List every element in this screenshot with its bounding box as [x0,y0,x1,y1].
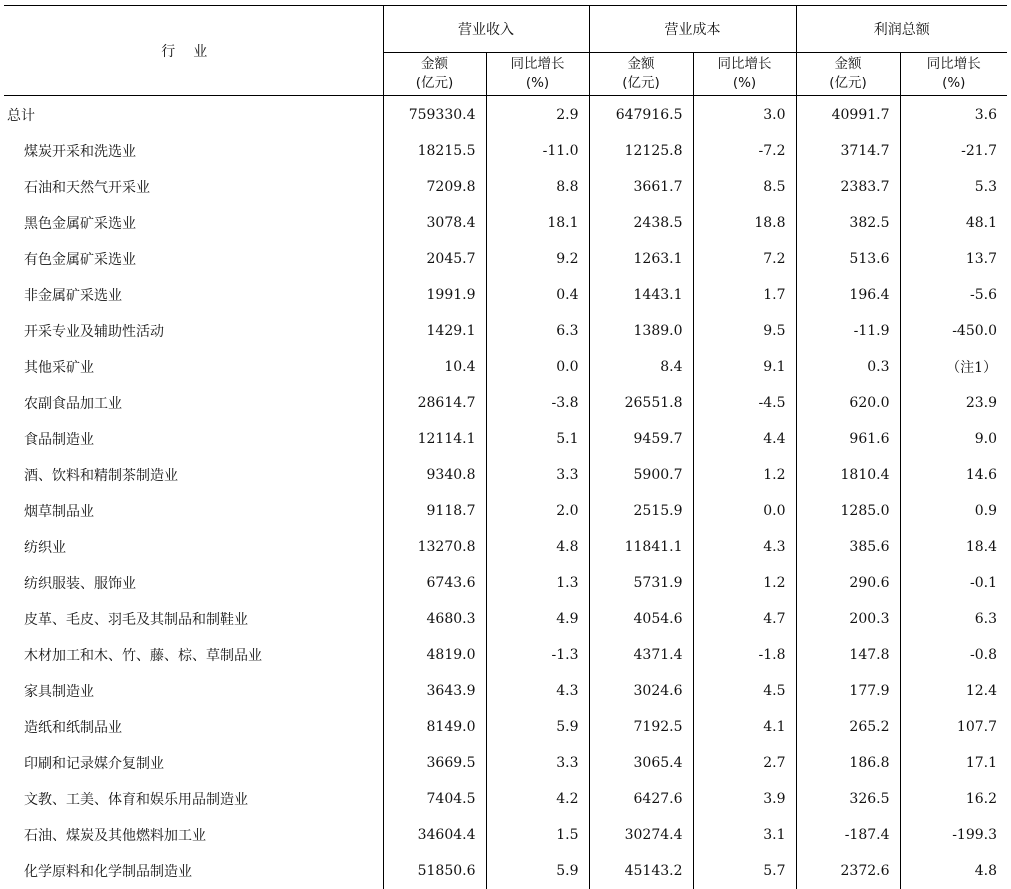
revenue-amount-cell: 3669.5 [383,745,486,781]
industry-name-cell: 文教、工美、体育和娱乐用品制造业 [4,781,383,817]
profit-amount-cell: 147.8 [796,637,900,673]
industry-name-cell: 酒、饮料和精制茶制造业 [4,457,383,493]
revenue-amount-cell: 3078.4 [383,205,486,241]
cost-growth-cell: 4.1 [693,709,796,745]
table-row [4,385,1007,421]
table-row [4,709,1007,745]
revenue-amount-cell: 7209.8 [383,169,486,205]
header-unit: (亿元) [384,74,486,93]
industry-statistics-table [4,5,1007,889]
profit-growth-cell: -5.6 [900,277,1007,313]
table-row [4,565,1007,601]
profit-amount-cell: 2372.6 [796,853,900,889]
table-row [4,529,1007,565]
revenue-growth-cell: 4.8 [486,529,589,565]
cost-amount-cell: 9459.7 [589,421,693,457]
cost-amount-cell: 2515.9 [589,493,693,529]
profit-growth-cell: 17.1 [900,745,1007,781]
industry-name-cell: 其他采矿业 [4,349,383,385]
cost-amount-cell: 30274.4 [589,817,693,853]
cost-growth-cell: 5.7 [693,853,796,889]
industry-name-cell: 造纸和纸制品业 [4,709,383,745]
profit-growth-cell: 14.6 [900,457,1007,493]
industry-column-header: 行业 [4,6,383,96]
header-label: 同比增长 [901,55,1008,74]
profit-growth-cell: 23.9 [900,385,1007,421]
cost-amount-cell: 2438.5 [589,205,693,241]
revenue-amount-cell: 4680.3 [383,601,486,637]
industry-name-cell: 纺织服装、服饰业 [4,565,383,601]
revenue-amount-cell: 4819.0 [383,637,486,673]
header-unit: (%) [901,74,1008,93]
revenue-amount-header [383,53,486,96]
table-row [4,133,1007,169]
cost-amount-cell: 8.4 [589,349,693,385]
profit-amount-cell: 382.5 [796,205,900,241]
profit-growth-cell: 48.1 [900,205,1007,241]
profit-growth-cell: 107.7 [900,709,1007,745]
total-row [4,96,1007,134]
table-body [4,96,1007,889]
cost-growth-cell: 18.8 [693,205,796,241]
revenue-growth-header [486,53,589,96]
cost-growth-cell: 1.2 [693,457,796,493]
cost-amount-cell: 5731.9 [589,565,693,601]
revenue-amount-cell: 13270.8 [383,529,486,565]
cost-growth-cell: 3.9 [693,781,796,817]
cost-growth-cell: 7.2 [693,241,796,277]
header-unit: (%) [487,74,589,93]
cost-amount-cell: 4054.6 [589,601,693,637]
industry-name-cell: 印刷和记录媒介复制业 [4,745,383,781]
profit-growth-cell: 5.3 [900,169,1007,205]
revenue-amount-cell: 8149.0 [383,709,486,745]
table-row [4,637,1007,673]
header-unit: (亿元) [590,74,693,93]
header-label: 金额 [384,55,486,74]
profit-amount-cell: -187.4 [796,817,900,853]
profit-amount-cell: 385.6 [796,529,900,565]
profit-amount-cell: 196.4 [796,277,900,313]
industry-name-cell: 开采专业及辅助性活动 [4,313,383,349]
cost-growth-cell: -4.5 [693,385,796,421]
profit-growth-cell: 12.4 [900,673,1007,709]
revenue-amount-cell: 10.4 [383,349,486,385]
cost-growth-cell: 1.7 [693,277,796,313]
cost-amount-cell: 11841.1 [589,529,693,565]
revenue-growth-cell: 9.2 [486,241,589,277]
revenue-amount-cell: 9118.7 [383,493,486,529]
cost-amount-cell: 3024.6 [589,673,693,709]
profit-growth-cell: 6.3 [900,601,1007,637]
cost-growth-cell: 4.3 [693,529,796,565]
revenue-growth-cell: 4.9 [486,601,589,637]
profit-amount-cell: 200.3 [796,601,900,637]
revenue-growth-cell: 3.3 [486,457,589,493]
cost-growth-cell: 9.5 [693,313,796,349]
revenue-amount-cell: 2045.7 [383,241,486,277]
profit-growth-cell: 18.4 [900,529,1007,565]
revenue-growth-cell: 0.4 [486,277,589,313]
cost-amount-cell: 5900.7 [589,457,693,493]
cost-growth-cell: 4.7 [693,601,796,637]
cost-growth-cell: 8.5 [693,169,796,205]
cost-amount-cell: 3661.7 [589,169,693,205]
revenue-growth-cell: -1.3 [486,637,589,673]
profit-growth-cell: -450.0 [900,313,1007,349]
revenue-amount-cell: 9340.8 [383,457,486,493]
cost-amount-cell: 6427.6 [589,781,693,817]
industry-name-cell: 木材加工和木、竹、藤、棕、草制品业 [4,637,383,673]
revenue-amount-cell: 1429.1 [383,313,486,349]
revenue-amount-cell: 7404.5 [383,781,486,817]
cost-amount-cell: 1389.0 [589,313,693,349]
revenue-growth-cell: 3.3 [486,745,589,781]
cost-growth-cell: -1.8 [693,637,796,673]
revenue-growth-cell: 5.9 [486,709,589,745]
profit-amount-cell: 1810.4 [796,457,900,493]
table-header [4,6,1007,96]
industry-name-cell: 总计 [4,96,383,134]
header-unit: (%) [694,74,796,93]
table-row [4,817,1007,853]
header-label: 金额 [797,55,900,74]
industry-name-cell: 煤炭开采和洗选业 [4,133,383,169]
revenue-amount-cell: 34604.4 [383,817,486,853]
profit-amount-cell: -11.9 [796,313,900,349]
profit-growth-header [900,53,1007,96]
cost-growth-cell: -7.2 [693,133,796,169]
cost-growth-cell: 2.7 [693,745,796,781]
profit-amount-cell: 0.3 [796,349,900,385]
table-row [4,349,1007,385]
profit-amount-cell: 186.8 [796,745,900,781]
industry-statistics-table-container [4,5,1007,889]
revenue-growth-cell: -3.8 [486,385,589,421]
cost-amount-cell: 647916.5 [589,96,693,134]
revenue-growth-cell: -11.0 [486,133,589,169]
revenue-growth-cell: 8.8 [486,169,589,205]
cost-growth-cell: 9.1 [693,349,796,385]
cost-amount-cell: 26551.8 [589,385,693,421]
profit-amount-cell: 326.5 [796,781,900,817]
revenue-growth-cell: 1.3 [486,565,589,601]
cost-amount-cell: 1443.1 [589,277,693,313]
profit-amount-header [796,53,900,96]
cost-growth-cell: 1.2 [693,565,796,601]
cost-growth-header [693,53,796,96]
revenue-amount-cell: 6743.6 [383,565,486,601]
cost-amount-cell: 12125.8 [589,133,693,169]
industry-name-cell: 黑色金属矿采选业 [4,205,383,241]
profit-amount-cell: 961.6 [796,421,900,457]
cost-growth-cell: 0.0 [693,493,796,529]
table-row [4,745,1007,781]
cost-amount-cell: 4371.4 [589,637,693,673]
table-row [4,781,1007,817]
industry-name-cell: 有色金属矿采选业 [4,241,383,277]
revenue-amount-cell: 12114.1 [383,421,486,457]
profit-growth-cell: 3.6 [900,96,1007,134]
revenue-group-header: 营业收入 [383,6,589,53]
industry-name-cell: 农副食品加工业 [4,385,383,421]
table-row [4,421,1007,457]
cost-group-header: 营业成本 [589,6,796,53]
profit-amount-cell: 290.6 [796,565,900,601]
profit-amount-cell: 40991.7 [796,96,900,134]
revenue-growth-cell: 4.2 [486,781,589,817]
table-row [4,241,1007,277]
profit-growth-cell: 0.9 [900,493,1007,529]
revenue-growth-cell: 2.0 [486,493,589,529]
header-label: 同比增长 [487,55,589,74]
table-row [4,313,1007,349]
revenue-amount-cell: 51850.6 [383,853,486,889]
table-row [4,601,1007,637]
revenue-growth-cell: 5.1 [486,421,589,457]
industry-name-cell: 石油、煤炭及其他燃料加工业 [4,817,383,853]
revenue-growth-cell: 4.3 [486,673,589,709]
table-row [4,673,1007,709]
table-row [4,493,1007,529]
cost-growth-cell: 3.0 [693,96,796,134]
industry-name-cell: 化学原料和化学制品制造业 [4,853,383,889]
revenue-amount-cell: 28614.7 [383,385,486,421]
industry-name-cell: 食品制造业 [4,421,383,457]
profit-amount-cell: 1285.0 [796,493,900,529]
cost-growth-cell: 4.4 [693,421,796,457]
cost-growth-cell: 3.1 [693,817,796,853]
table-row [4,853,1007,889]
revenue-growth-cell: 0.0 [486,349,589,385]
profit-growth-cell: （注1） [900,349,1007,385]
profit-amount-cell: 620.0 [796,385,900,421]
profit-growth-cell: -199.3 [900,817,1007,853]
industry-name-cell: 非金属矿采选业 [4,277,383,313]
revenue-growth-cell: 1.5 [486,817,589,853]
cost-amount-cell: 7192.5 [589,709,693,745]
revenue-growth-cell: 18.1 [486,205,589,241]
industry-name-cell: 家具制造业 [4,673,383,709]
revenue-amount-cell: 1991.9 [383,277,486,313]
profit-growth-cell: 9.0 [900,421,1007,457]
profit-growth-cell: 13.7 [900,241,1007,277]
industry-name-cell: 皮革、毛皮、羽毛及其制品和制鞋业 [4,601,383,637]
revenue-growth-cell: 2.9 [486,96,589,134]
profit-growth-cell: 4.8 [900,853,1007,889]
cost-amount-cell: 45143.2 [589,853,693,889]
header-label: 同比增长 [694,55,796,74]
profit-amount-cell: 177.9 [796,673,900,709]
industry-name-cell: 石油和天然气开采业 [4,169,383,205]
table-row [4,205,1007,241]
profit-growth-cell: -21.7 [900,133,1007,169]
profit-growth-cell: 16.2 [900,781,1007,817]
revenue-amount-cell: 18215.5 [383,133,486,169]
cost-amount-cell: 3065.4 [589,745,693,781]
header-label: 金额 [590,55,693,74]
table-row [4,169,1007,205]
profit-growth-cell: -0.8 [900,637,1007,673]
industry-name-cell: 烟草制品业 [4,493,383,529]
profit-growth-cell: -0.1 [900,565,1007,601]
profit-amount-cell: 513.6 [796,241,900,277]
profit-group-header: 利润总额 [796,6,1007,53]
revenue-amount-cell: 759330.4 [383,96,486,134]
revenue-amount-cell: 3643.9 [383,673,486,709]
industry-name-cell: 纺织业 [4,529,383,565]
table-row [4,277,1007,313]
profit-amount-cell: 2383.7 [796,169,900,205]
profit-amount-cell: 3714.7 [796,133,900,169]
table-row [4,457,1007,493]
cost-growth-cell: 4.5 [693,673,796,709]
revenue-growth-cell: 6.3 [486,313,589,349]
header-unit: (亿元) [797,74,900,93]
revenue-growth-cell: 5.9 [486,853,589,889]
cost-amount-cell: 1263.1 [589,241,693,277]
profit-amount-cell: 265.2 [796,709,900,745]
cost-amount-header [589,53,693,96]
